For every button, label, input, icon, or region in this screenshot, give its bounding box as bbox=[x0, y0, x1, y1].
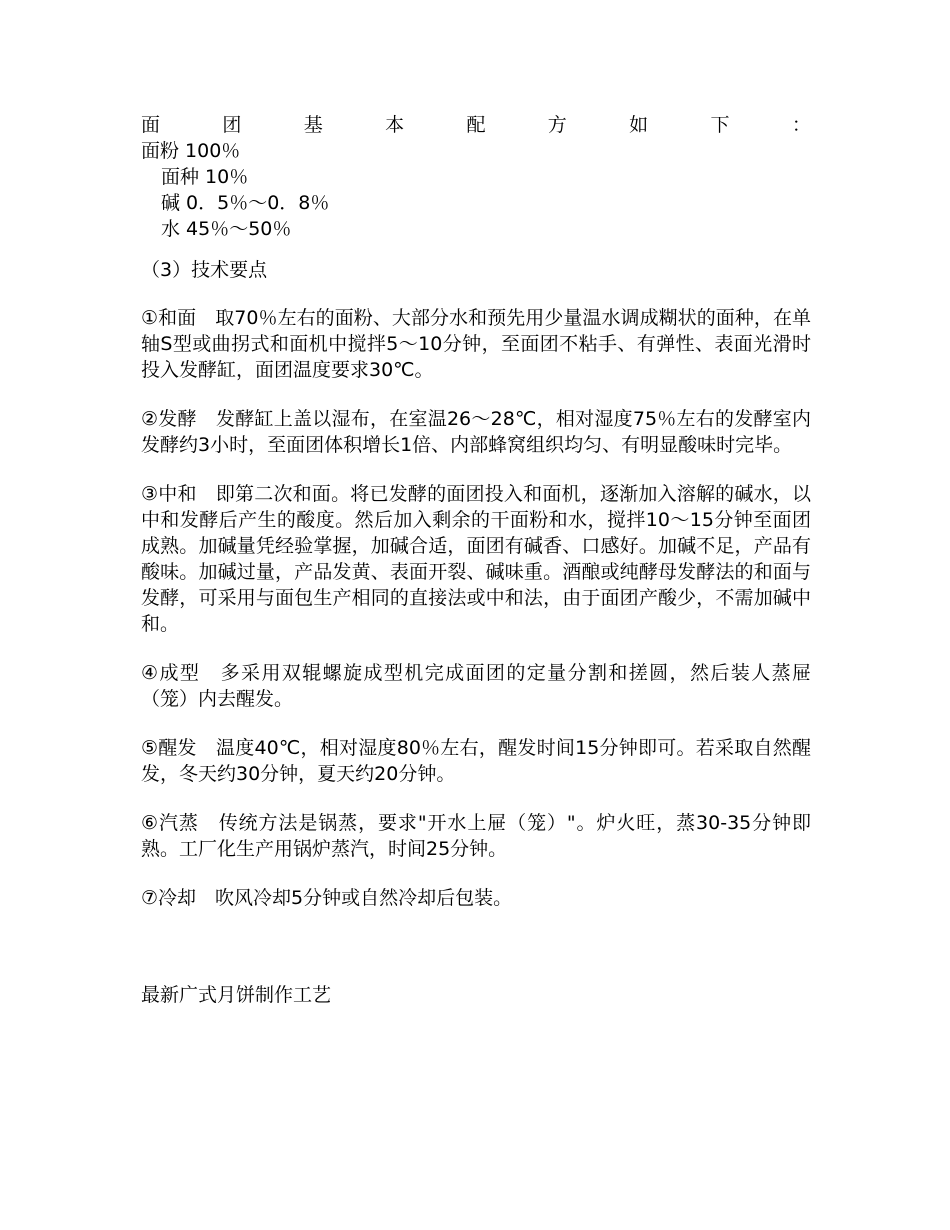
formula-heading-char: 下 bbox=[710, 114, 730, 136]
formula-heading-char: 面 bbox=[141, 114, 161, 136]
step-proofing: ⑤醒发 温度40℃，相对湿度80％左右，醒发时间15分钟即可。若采取自然醒发，冬天约30分钟，夏天约20分钟。 bbox=[141, 737, 811, 785]
step-fermentation: ②发酵 发酵缸上盖以湿布，在室温26～28℃，相对湿度75％左右的发酵室内发酵约3小时，至面团体积增长1倍、内部蜂窝组织均匀、有明显酸味时完毕。 bbox=[141, 408, 811, 456]
section-title: （3）技术要点 bbox=[141, 259, 268, 281]
formula-heading-char: 团 bbox=[222, 114, 242, 136]
step-steaming: ⑥汽蒸 传统方法是锅蒸，要求"开水上屉（笼）"。炉火旺，蒸30-35分钟即熟。工厂化生产用锅炉蒸汽，时间25分钟。 bbox=[141, 812, 811, 860]
formula-item-flour: 面粉 100％ bbox=[141, 140, 241, 162]
formula-heading-char: 配 bbox=[466, 114, 486, 136]
formula-heading-char: 方 bbox=[547, 114, 567, 136]
formula-heading-char: 本 bbox=[385, 114, 405, 136]
formula-heading-char: 基 bbox=[303, 114, 323, 136]
formula-item-alkali: 碱 0．5％～0．8％ bbox=[161, 192, 330, 214]
step-cooling: ⑦冷却 吹风冷却5分钟或自然冷却后包装。 bbox=[141, 887, 513, 909]
document-page bbox=[141, 112, 811, 1008]
formula-heading-char: 如 bbox=[629, 114, 649, 136]
formula-heading bbox=[141, 112, 811, 138]
step-mixing: ①和面 取70％左右的面粉、大部分水和预先用少量温水调成糊状的面种，在单轴S型或曲拐式和面机中搅拌5～10分钟，至面团不粘手、有弹性、表面光滑时投入发酵缸，面团温度要求30℃。 bbox=[141, 307, 811, 381]
next-section-title: 最新广式月饼制作工艺 bbox=[141, 984, 332, 1006]
formula-heading-char: ： bbox=[791, 114, 811, 136]
step-neutralization: ③中和 即第二次和面。将已发酵的面团投入和面机，逐渐加入溶解的碱水，以中和发酵后产生的酸度。然后加入剩余的干面粉和水，搅拌10～15分钟至面团成熟。加碱量凭经验掌握，加碱合适，面团有碱香、口感好。加碱不足，产品有酸味。加碱过量，产品发黄、表面开裂、碱味重。酒酿或纯酵母发酵法的和面与发酵，可采用与面包生产相同的直接法或中和法，由于面团产酸少，不需加碱中和。 bbox=[141, 483, 811, 635]
formula-item-starter: 面种 10％ bbox=[161, 166, 249, 188]
formula-item-water: 水 45％～50％ bbox=[161, 218, 292, 240]
step-shaping: ④成型 多采用双辊螺旋成型机完成面团的定量分割和搓圆，然后装人蒸屉（笼）内去醒发。 bbox=[141, 662, 811, 710]
